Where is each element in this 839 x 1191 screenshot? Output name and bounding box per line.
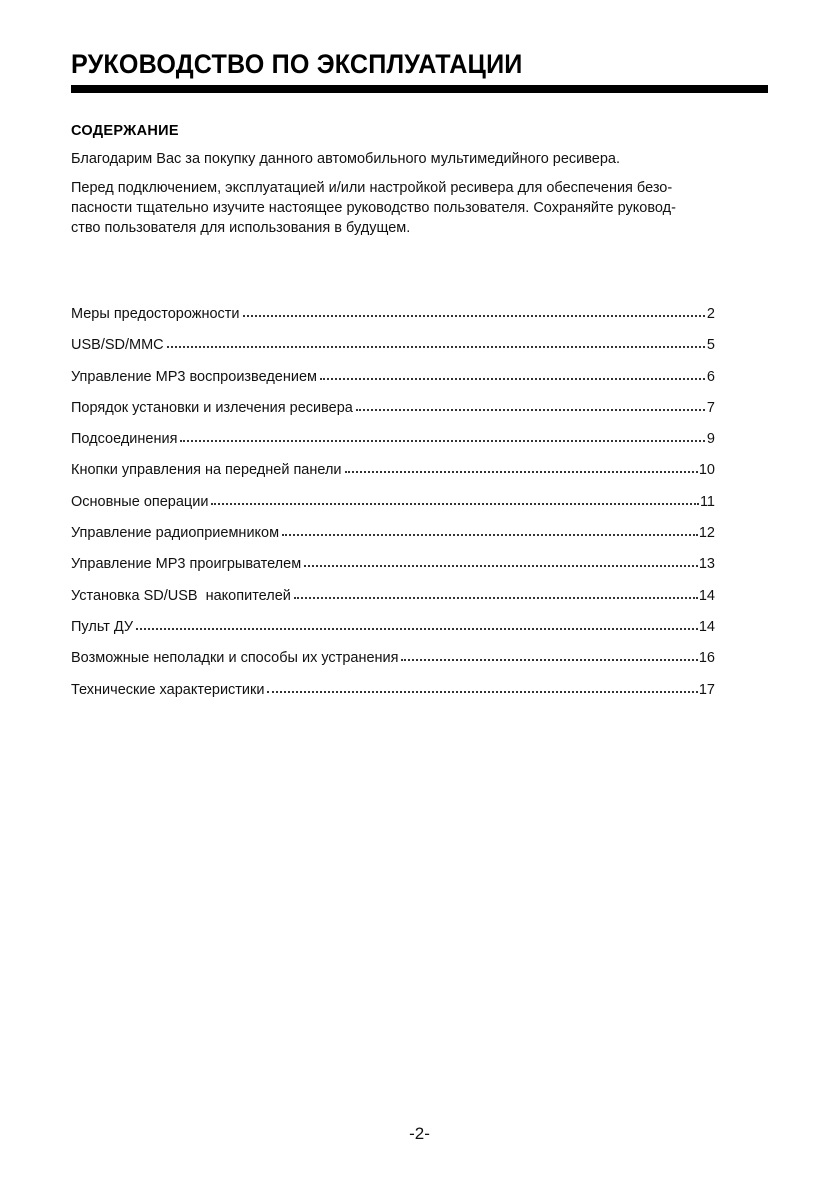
toc-leader-dots — [282, 523, 698, 537]
toc-item[interactable] — [71, 491, 715, 522]
toc-item-page: 13 — [698, 556, 715, 573]
toc-item-page: 14 — [698, 587, 715, 604]
toc-item-label: Установка SD/USB накопителей — [71, 587, 291, 604]
toc-item[interactable] — [71, 366, 715, 397]
intro-line: Перед подключением, эксплуатацией и/или настройкой ресивера для обеспечения безо- — [71, 180, 673, 196]
toc-item-label: Меры предосторожности — [71, 306, 240, 322]
toc-item-page: 2 — [706, 306, 715, 322]
toc-leader-dots — [294, 586, 698, 600]
toc-item-page: 11 — [699, 493, 715, 510]
toc-item-label: Порядок установки и излечения ресивера — [71, 399, 353, 416]
toc-leader-dots — [136, 617, 698, 631]
toc-item-page: 5 — [706, 337, 715, 354]
toc-item[interactable] — [71, 334, 715, 365]
toc-item[interactable] — [71, 585, 715, 616]
toc-item-label: USB/SD/MMC — [71, 337, 164, 354]
toc-leader-dots — [180, 429, 705, 443]
toc-item-page: 14 — [698, 618, 715, 635]
toc-item-label: Пульт ДУ — [71, 618, 134, 635]
toc-item-label: Управление MP3 воспроизведением — [71, 368, 318, 385]
page-number: -2- — [409, 1124, 430, 1143]
toc-item[interactable] — [71, 397, 715, 428]
title-rule — [71, 85, 768, 93]
toc-item[interactable] — [71, 459, 715, 490]
toc-item-page: 12 — [698, 525, 715, 542]
contents-heading: СОДЕРЖАНИЕ — [71, 123, 179, 139]
toc-item[interactable] — [71, 522, 715, 553]
toc-item-label: Кнопки управления на передней панели — [71, 462, 342, 479]
intro-paragraph-safety — [71, 178, 771, 238]
table-of-contents — [71, 303, 715, 710]
toc-item-page: 6 — [706, 368, 715, 385]
toc-item-label: Технические характеристики — [71, 681, 265, 698]
toc-leader-dots — [401, 648, 697, 662]
toc-leader-dots — [304, 554, 698, 568]
toc-leader-dots — [320, 367, 705, 381]
toc-item[interactable] — [71, 616, 715, 647]
toc-item[interactable] — [71, 428, 715, 459]
intro-paragraph-thanks: Благодарим Вас за покупку данного автомобильного мультимедийного ресивера. — [71, 151, 621, 167]
toc-item-page: 7 — [706, 399, 715, 416]
toc-leader-dots — [211, 492, 698, 506]
toc-leader-dots — [267, 680, 697, 694]
toc-item[interactable] — [71, 303, 715, 334]
toc-leader-dots — [243, 304, 705, 318]
toc-item-label: Управление MP3 проигрывателем — [71, 556, 302, 573]
toc-item[interactable] — [71, 647, 715, 678]
toc-item-label: Возможные неполадки и способы их устранения — [71, 650, 399, 667]
toc-item-page: 17 — [698, 681, 715, 698]
page-title: РУКОВОДСТВО ПО ЭКСПЛУАТАЦИИ — [71, 49, 523, 79]
toc-item-page: 10 — [698, 462, 715, 479]
toc-item-page: 9 — [706, 431, 715, 448]
toc-leader-dots — [167, 335, 705, 349]
toc-leader-dots — [345, 460, 698, 474]
toc-item[interactable] — [71, 679, 715, 710]
toc-item-label: Подсоединения — [71, 431, 178, 448]
toc-item[interactable] — [71, 553, 715, 584]
toc-leader-dots — [356, 398, 705, 412]
toc-item-label: Управление радиоприемником — [71, 525, 280, 542]
intro-line: ство пользователя для использования в будущем. — [71, 220, 411, 236]
intro-line: пасности тщательно изучите настоящее руководство пользователя. Сохраняйте руковод- — [71, 200, 676, 216]
toc-item-label: Основные операции — [71, 493, 209, 510]
toc-item-page: 16 — [698, 650, 715, 667]
